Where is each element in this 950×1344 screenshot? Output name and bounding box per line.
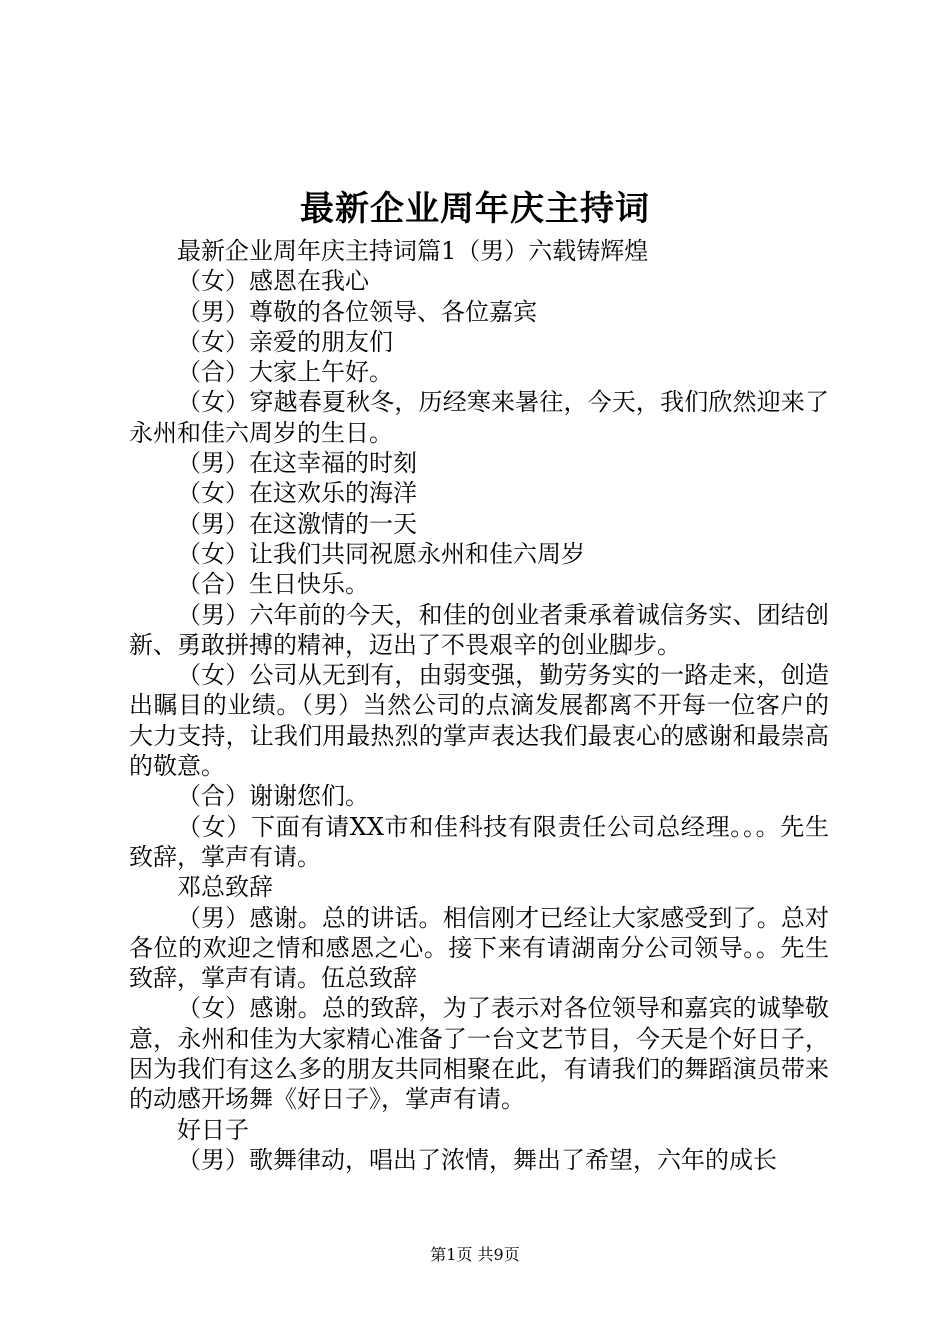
paragraph: （男）六年前的今天，和佳的创业者秉承着诚信务实、团结创新、勇敢拼搏的精神，迈出了不畏艰辛的创业脚步。 — [129, 600, 829, 659]
section-heading: 好日子 — [177, 1115, 249, 1144]
paragraph: （女）在这欢乐的海洋 — [177, 479, 417, 508]
paragraph: （女）穿越春夏秋冬，历经寒来暑往，今天，我们欣然迎来了永州和佳六周岁的生日。 — [129, 388, 829, 447]
document-title: 最新企业周年庆主持词 — [300, 189, 650, 229]
paragraph: （男）歌舞律动，唱出了浓情，舞出了希望，六年的成长 — [177, 1145, 777, 1174]
paragraph: （合）谢谢您们。 — [177, 782, 369, 811]
paragraph: （女）公司从无到有，由弱变强，勤劳务实的一路走来，创造出瞩目的业绩。（男）当然公司的点滴发展都离不开每一位客户的大力支持，让我们用最热烈的掌声表达我们最衷心的感谢和最崇高的敬意。 — [129, 661, 829, 781]
paragraph: （女）下面有请XX市和佳科技有限责任公司总经理。。。先生致辞，掌声有请。 — [129, 812, 829, 871]
paragraph: （女）让我们共同祝愿永州和佳六周岁 — [177, 539, 585, 568]
paragraph: （男）在这幸福的时刻 — [177, 449, 417, 478]
paragraph: （女）感恩在我心 — [177, 267, 369, 296]
paragraph: （合）大家上午好。 — [177, 358, 393, 387]
section-heading: 邓总致辞 — [177, 873, 273, 902]
paragraph: （男）感谢。总的讲话。相信刚才已经让大家感受到了。总对各位的欢迎之情和感恩之心。接下来有请湖南分公司领导。。先生致辞，掌声有请。伍总致辞 — [129, 903, 829, 993]
paragraph: 最新企业周年庆主持词篇1（男）六载铸辉煌 — [177, 237, 649, 265]
paragraph: （合）生日快乐。 — [177, 570, 369, 599]
paragraph: （男）在这激情的一天 — [177, 509, 417, 538]
paragraph: （女）感谢。总的致辞，为了表示对各位领导和嘉宾的诚挚敬意，永州和佳为大家精心准备了一台文艺节目，今天是个好日子，因为我们有这么多的朋友共同相聚在此，有请我们的舞蹈演员带来的动感开场舞《好日子》，掌声有请。 — [129, 994, 829, 1114]
paragraph: （男）尊敬的各位领导、各位嘉宾 — [177, 297, 537, 326]
page-footer: 第1页 共9页 — [430, 1245, 520, 1264]
document-body — [129, 236, 829, 1175]
paragraph: （女）亲爱的朋友们 — [177, 327, 393, 356]
